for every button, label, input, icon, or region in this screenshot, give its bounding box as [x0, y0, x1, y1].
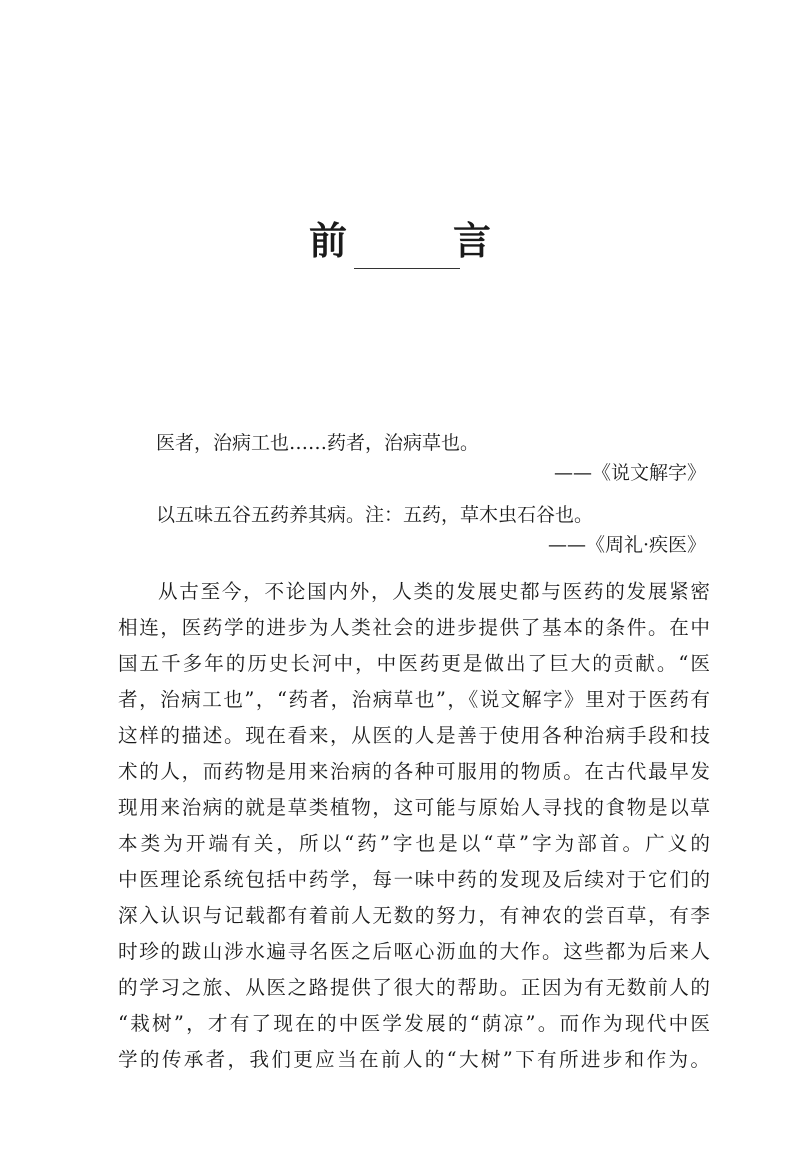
body-line: 学的传承者，我们更应当在前人的“大树”下有所进步和作为。: [118, 1048, 710, 1071]
page-title: 前 言: [308, 218, 525, 263]
body-line: 的学习之旅、从医之路提供了很大的帮助。正因为有无数前人的: [118, 976, 710, 999]
epigraph-1: [118, 428, 706, 488]
body-line: 这样的描述。现在看来，从医的人是善于使用各种治病手段和技: [118, 724, 710, 747]
body-line: “栽树”，才有了现在的中医学发展的“荫凉”。而作为现代中医: [118, 1012, 710, 1035]
body-line: 现用来治病的就是草类植物，这可能与原始人寻找的食物是以草: [118, 796, 710, 819]
epigraph-2-source: ——《周礼·疾医》: [547, 534, 706, 556]
body-line: 本类为开端有关，所以“药”字也是以“草”字为部首。广义的: [118, 832, 710, 855]
body-line: 术的人，而药物是用来治病的各种可服用的物质。在古代最早发: [118, 760, 710, 783]
body-line: 者，治病工也”，“药者，治病草也”，《说文解字》里对于医药有: [118, 688, 710, 711]
epigraph-2: [118, 500, 706, 560]
epigraph-1-source: ——《说文解字》: [553, 462, 706, 484]
epigraph-1-text: 医者，治病工也……药者，治病草也。: [156, 432, 480, 454]
body-line: 时珍的跋山涉水遍寻名医之后呕心沥血的大作。这些都为后来人: [118, 940, 710, 963]
body-line: 深入认识与记载都有着前人无数的努力，有神农的尝百草，有李: [118, 904, 710, 927]
body-line: 从古至今，不论国内外，人类的发展史都与医药的发展紧密: [158, 580, 710, 603]
title-underline: [354, 268, 460, 269]
body-line: 相连，医药学的进步为人类社会的进步提供了基本的条件。在中: [118, 616, 710, 639]
epigraph-2-text: 以五味五谷五药养其病。注：五药，草木虫石谷也。: [156, 504, 594, 526]
body-paragraph: [118, 574, 710, 1078]
body-line: 中医理论系统包括中药学，每一味中药的发现及后续对于它们的: [118, 868, 710, 891]
body-line: 国五千多年的历史长河中，中医药更是做出了巨大的贡献。“医: [118, 652, 710, 675]
